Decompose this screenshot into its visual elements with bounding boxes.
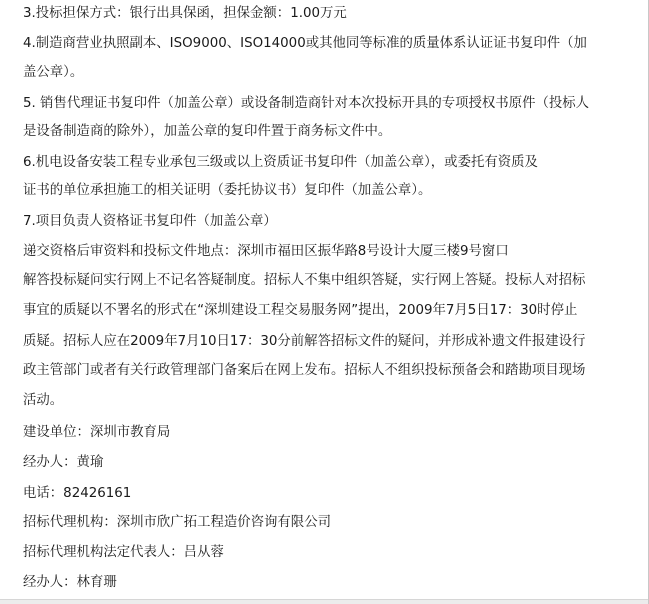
qualification-text: 6.机电设备安装工程专业承包三级或以上资质证书复印件（加盖公章），或委托有资质及 <box>23 155 538 170</box>
license-requirement-text: 4.制造商营业执照副本、ISO9000、ISO14000或其他同等标准的质量体系认证证书复印件（加 <box>23 36 587 51</box>
bottom-divider <box>0 599 648 604</box>
agency-representative-text: 招标代理机构法定代表人：吕从蓉 <box>23 545 224 560</box>
qa-paragraph-line: 政主管部门或者有关行政管理部门备案后在网上发布。招标人不组织投标预备会和踏勘项目现场 <box>23 363 586 378</box>
construction-unit-text: 建设单位：深圳市教育局 <box>23 425 171 440</box>
qa-paragraph-line: 质疑。招标人应在2009年7月10日17：30分前解答招标文件的疑问，并形成补遗文件报建设行 <box>23 334 586 349</box>
phone-text: 电话：82426161 <box>23 486 132 501</box>
agency-name-text: 招标代理机构：深圳市欣广拓工程造价咨询有限公司 <box>23 515 331 530</box>
qa-paragraph-line: 活动。 <box>23 393 64 408</box>
submission-location-text: 递交资格后审资料和投标文件地点：深圳市福田区振华路8号设计大厦三楼9号窗口 <box>23 244 509 259</box>
project-manager-text: 7.项目负责人资格证书复印件（加盖公章） <box>23 214 277 229</box>
agency-certificate-text-cont: 是设备制造商的除外），加盖公章的复印件置于商务标文件中。 <box>23 124 392 139</box>
agency-certificate-text: 5. 销售代理证书复印件（加盖公章）或设备制造商针对本次投标开具的专项授权书原件（投标人 <box>23 96 590 111</box>
agency-handler-text: 经办人：林育珊 <box>23 575 117 590</box>
qa-paragraph-line: 解答投标疑问实行网上不记名答疑制度。招标人不集中组织答疑，实行网上答疑。投标人对招标 <box>23 273 586 288</box>
license-requirement-text-cont: 盖公章）。 <box>23 65 84 80</box>
guarantee-method-text: 3.投标担保方式：银行出具保函，担保金额：1.00万元 <box>23 6 347 21</box>
handler-text: 经办人：黄瑜 <box>23 455 104 470</box>
qualification-text-cont: 证书的单位承担施工的相关证明（委托协议书）复印件（加盖公章）。 <box>23 183 432 198</box>
qa-paragraph-line: 事宜的质疑以不署名的形式在“深圳建设工程交易服务网”提出，2009年7月5日17：30时停止 <box>23 303 578 318</box>
